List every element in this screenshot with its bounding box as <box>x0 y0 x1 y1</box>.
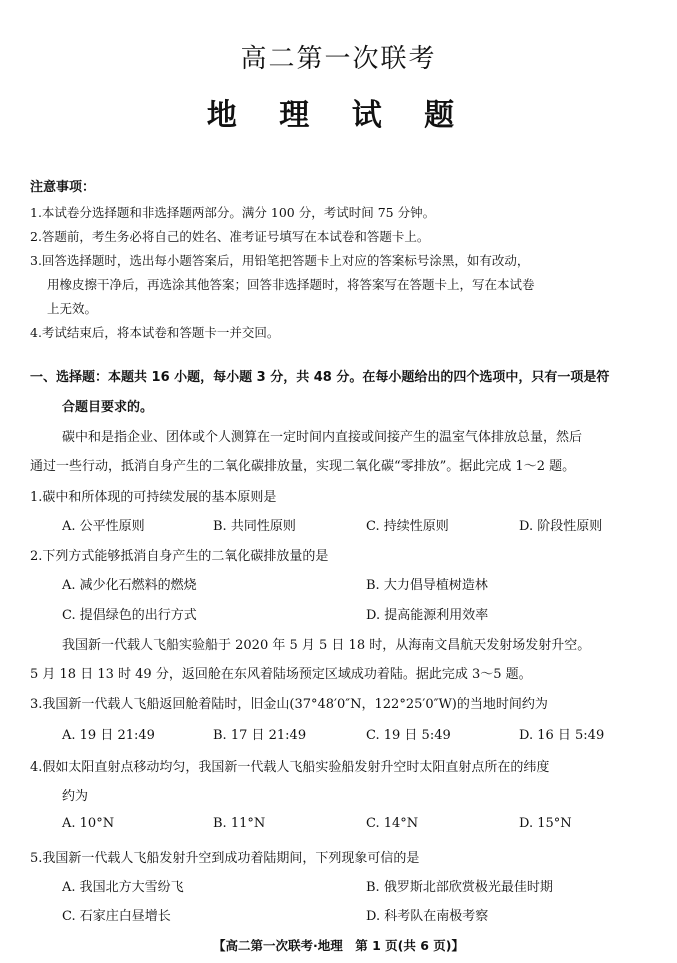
option-b: B. 17 日 21:49 <box>213 728 307 743</box>
option-a: A. 我国北方大雪纷飞 <box>62 880 184 895</box>
question-stem: 4.假如太阳直射点移动均匀，我国新一代载人飞船实验船发射升空时太阳直射点所在的纬度 <box>30 760 550 775</box>
question-stem: 3.我国新一代载人飞船返回舱着陆时，旧金山(37°48′0″N，122°25′0″W)的当地时间约为 <box>30 697 548 712</box>
option-b: B. 俄罗斯北部欣赏极光最佳时期 <box>366 880 553 895</box>
exam-title: 高二第一次联考 <box>240 44 437 74</box>
note-line: 4.考试结束后，将本试卷和答题卡一并交回。 <box>30 325 280 340</box>
note-line: 1.本试卷分选择题和非选择题两部分。满分 100 分，考试时间 75 分钟。 <box>30 205 436 220</box>
option-d: D. 阶段性原则 <box>519 519 603 534</box>
notes-heading: 注意事项： <box>30 180 96 195</box>
option-d: D. 提高能源利用效率 <box>366 608 489 623</box>
option-c: C. 石家庄白昼增长 <box>62 909 171 924</box>
passage-text: 碳中和是指企业、团体或个人测算在一定时间内直接或间接产生的温室气体排放总量，然后 <box>62 430 583 445</box>
passage-text: 5 月 18 日 13 时 49 分，返回舱在东风着陆场预定区域成功着陆。据此完成 3～5 题。 <box>30 667 532 682</box>
section-heading: 一、选择题：本题共 16 小题，每小题 3 分，共 48 分。在每小题给出的四个选项中，只有一项是符 <box>30 370 610 385</box>
page-footer: 【高二第一次联考·地理 第 1 页(共 6 页)】 <box>213 938 464 953</box>
note-line: 2.答题前，考生务必将自己的姓名、准考证号填写在本试卷和答题卡上。 <box>30 229 430 244</box>
option-d: D. 科考队在南极考察 <box>366 909 489 924</box>
question-stem: 1.碳中和所体现的可持续发展的基本原则是 <box>30 490 277 505</box>
option-a: A. 公平性原则 <box>62 519 145 534</box>
option-d: D. 16 日 5:49 <box>519 728 605 743</box>
option-a: A. 19 日 21:49 <box>62 728 155 743</box>
section-heading: 合题目要求的。 <box>62 400 154 415</box>
question-stem: 2.下列方式能够抵消自身产生的二氧化碳排放量的是 <box>30 549 329 564</box>
option-b: B. 共同性原则 <box>213 519 296 534</box>
passage-text: 我国新一代载人飞船实验船于 2020 年 5 月 5 日 18 时，从海南文昌航天发射场发射升空。 <box>62 638 591 653</box>
note-line: 上无效。 <box>47 301 98 316</box>
note-line: 3.回答选择题时，选出每小题答案后，用铅笔把答题卡上对应的答案标号涂黑，如有改动， <box>30 253 530 268</box>
subject-title: 地 理 试 题 <box>206 98 471 133</box>
option-c: C. 14°N <box>366 816 419 831</box>
option-a: A. 10°N <box>62 816 115 831</box>
option-b: B. 11°N <box>213 816 266 831</box>
option-b: B. 大力倡导植树造林 <box>366 578 488 593</box>
option-c: C. 19 日 5:49 <box>366 728 451 743</box>
option-a: A. 减少化石燃料的燃烧 <box>62 578 197 593</box>
option-c: C. 提倡绿色的出行方式 <box>62 608 197 623</box>
note-line: 用橡皮擦干净后，再选涂其他答案；回答非选择题时，将答案写在答题卡上，写在本试卷 <box>47 277 535 292</box>
question-stem: 5.我国新一代载人飞船发射升空到成功着陆期间，下列现象可信的是 <box>30 851 420 866</box>
passage-text: 通过一些行动，抵消自身产生的二氧化碳排放量，实现二氧化碳“零排放”。据此完成 1～2 题。 <box>30 459 576 474</box>
option-c: C. 持续性原则 <box>366 519 449 534</box>
option-d: D. 15°N <box>519 816 572 831</box>
question-stem: 约为 <box>62 789 89 804</box>
